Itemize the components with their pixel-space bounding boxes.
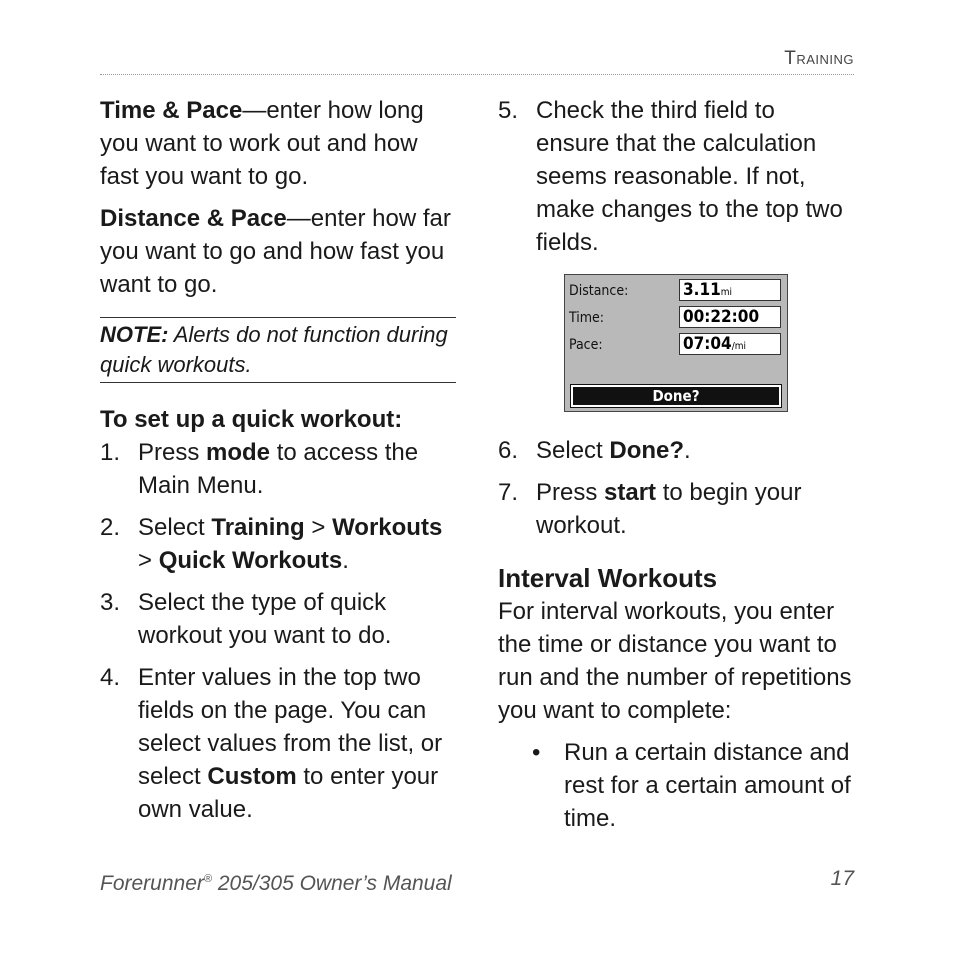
step-3 bbox=[100, 586, 456, 652]
note-box bbox=[100, 317, 456, 383]
step-number: 6. bbox=[498, 437, 519, 464]
step-bold: Training bbox=[211, 514, 305, 541]
interval-heading: Interval Workouts bbox=[498, 563, 718, 593]
pace-row bbox=[569, 333, 783, 357]
distance-field bbox=[679, 279, 781, 301]
page-footer bbox=[100, 866, 854, 897]
right-column bbox=[498, 94, 854, 835]
distance-row bbox=[569, 279, 783, 303]
time-pace-text: —enter how long you want to work out and how fast you want to go. bbox=[100, 97, 424, 190]
step-number: 5. bbox=[498, 97, 519, 124]
manual-title-rest: 205/305 Owner’s Manual bbox=[212, 872, 452, 895]
distance-label: Distance: bbox=[569, 283, 629, 299]
page-number: 17 bbox=[830, 867, 854, 890]
step-text: to begin your workout. bbox=[536, 479, 802, 539]
device-screenshot-wrapper bbox=[498, 259, 854, 434]
distance-unit: mi bbox=[720, 287, 733, 298]
step-text: Check the third field to ensure that the calculation seems reasonable. If not, make changes to the top two fields. bbox=[536, 97, 843, 256]
distance-pace-text: —enter how far you want to go and how fast you want to go. bbox=[100, 205, 451, 298]
bullet-text: Run a certain distance and rest for a certain amount of time. bbox=[564, 739, 851, 832]
time-label: Time: bbox=[569, 310, 605, 326]
setup-steps-continued bbox=[498, 94, 854, 259]
registered-mark: ® bbox=[203, 873, 212, 885]
step-7 bbox=[498, 476, 854, 542]
step-bold: Quick Workouts bbox=[158, 547, 343, 574]
pace-field bbox=[679, 333, 781, 355]
step-text: Select the type of quick workout you want to do. bbox=[138, 589, 392, 649]
step-5 bbox=[498, 94, 854, 259]
step-number: 7. bbox=[498, 479, 519, 506]
time-row bbox=[569, 306, 783, 330]
device-screenshot bbox=[564, 274, 788, 412]
step-6 bbox=[498, 434, 854, 467]
pace-label: Pace: bbox=[569, 337, 603, 353]
setup-steps-final bbox=[498, 434, 854, 542]
step-text: to enter your own value. bbox=[138, 763, 439, 823]
distance-value: 3.11 bbox=[683, 280, 721, 300]
step-number: 2. bbox=[100, 514, 121, 541]
header-rule bbox=[100, 74, 854, 75]
step-text: . bbox=[684, 437, 691, 464]
step-text: Press bbox=[138, 439, 207, 466]
time-field bbox=[679, 306, 781, 328]
interval-text: For interval workouts, you enter the time or distance you want to run and the number of repetitions you want to complete: bbox=[498, 598, 852, 724]
step-1 bbox=[100, 436, 456, 502]
bullet-icon: • bbox=[532, 739, 541, 766]
step-text: to access the Main Menu. bbox=[138, 439, 419, 499]
step-text: > bbox=[304, 514, 333, 541]
time-pace-paragraph bbox=[100, 94, 456, 193]
note-text: Alerts do not function during quick workouts. bbox=[100, 322, 448, 377]
step-bold: start bbox=[604, 479, 657, 506]
step-number: 4. bbox=[100, 664, 121, 691]
distance-pace-term: Distance & Pace bbox=[100, 205, 287, 232]
step-bold: Custom bbox=[207, 763, 297, 790]
step-bold: Workouts bbox=[332, 514, 443, 541]
setup-steps bbox=[100, 436, 456, 826]
distance-pace-paragraph bbox=[100, 202, 456, 301]
pace-value: 07:04 bbox=[683, 334, 732, 354]
setup-heading: To set up a quick workout: bbox=[100, 406, 403, 433]
running-header: Training bbox=[784, 48, 854, 69]
pace-unit: /mi bbox=[731, 341, 746, 352]
manual-title-main: Forerunner bbox=[100, 872, 204, 895]
step-text: Press bbox=[536, 479, 605, 506]
step-bold: mode bbox=[206, 439, 271, 466]
step-number: 3. bbox=[100, 589, 121, 616]
time-value: 00:22:00 bbox=[683, 307, 760, 327]
step-number: 1. bbox=[100, 439, 121, 466]
step-text: Select bbox=[138, 514, 212, 541]
note-label: NOTE: bbox=[100, 322, 169, 347]
left-column bbox=[100, 94, 456, 835]
step-text: . bbox=[342, 547, 349, 574]
step-text: Select bbox=[536, 437, 610, 464]
manual-title bbox=[100, 872, 452, 895]
done-button: Done? bbox=[571, 385, 781, 407]
step-2 bbox=[100, 511, 456, 577]
interval-bullets bbox=[498, 736, 854, 835]
step-4 bbox=[100, 661, 456, 826]
step-bold: Done? bbox=[609, 437, 685, 464]
step-text: > bbox=[138, 547, 159, 574]
step-text: Enter values in the top two fields on the page. You can select values from the list, or select bbox=[138, 664, 443, 790]
bullet-item bbox=[498, 736, 854, 835]
time-pace-term: Time & Pace bbox=[100, 97, 243, 124]
